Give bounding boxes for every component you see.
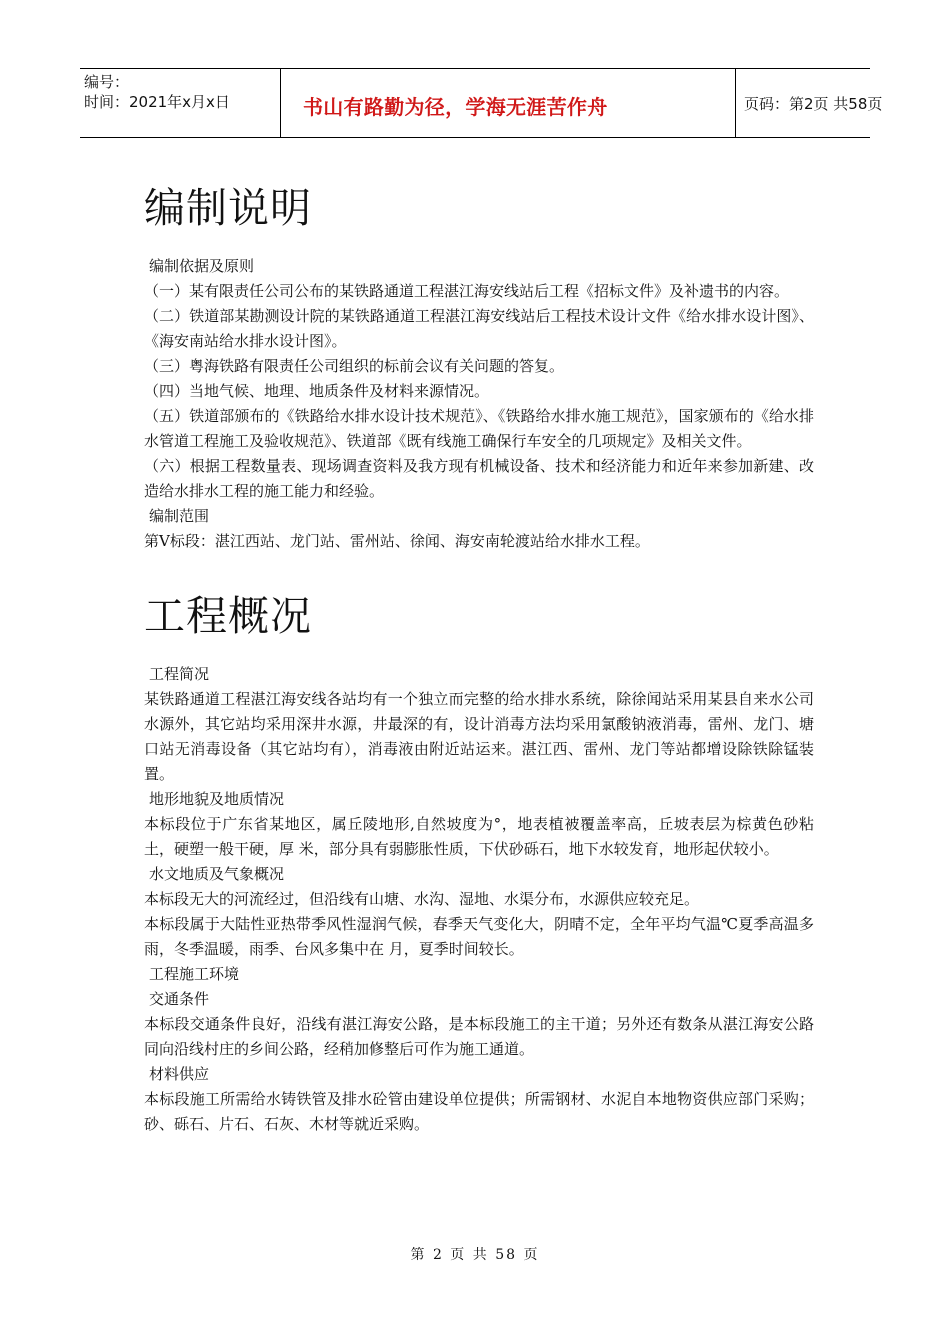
subheading-material: 材料供应 xyxy=(149,1065,210,1083)
subheading-hydro: 水文地质及气象概况 xyxy=(149,865,285,883)
basis-item-6: （六）根据工程数量表、现场调查资料及我方现有机械设备、技术和经济能力和近年来参加新建、改造给水排水工程的施工能力和经验。 xyxy=(144,457,814,500)
traffic-text: 本标段交通条件良好，沿线有湛江海安公路，是本标段施工的主干道；另外还有数条从湛江海安公路同向沿线村庄的乡间公路，经稍加修整后可作为施工通道。 xyxy=(144,1015,814,1058)
material-text: 本标段施工所需给水铸铁管及排水砼管由建设单位提供；所需钢材、水泥自本地物资供应部门采购；砂、砾石、片石、石灰、木材等就近采购。 xyxy=(144,1090,814,1133)
brief-text: 某铁路通道工程湛江海安线各站均有一个独立而完整的给水排水系统，除徐闻站采用某县自来水公司水源外，其它站均采用深井水源，井最深的有，设计消毒方法均采用氯酸钠液消毒，雷州、龙门、塘口站无消毒设备（其它站均有），消毒液由附近站运来。湛江西、雷州、龙门等站都增设除铁除锰装置。 xyxy=(144,690,814,783)
header-meta xyxy=(80,69,280,137)
hydro-text-1: 本标段无大的河流经过，但沿线有山塘、水沟、湿地、水渠分布，水源供应较充足。 xyxy=(144,890,700,908)
basis-item-3: （三）粤海铁路有限责任公司组织的标前会议有关问题的答复。 xyxy=(144,357,565,375)
basis-item-1: （一）某有限责任公司公布的某铁路通道工程湛江海安线站后工程《招标文件》及补遗书的内容。 xyxy=(144,282,790,300)
motto: 书山有路勤为径，学海无涯苦作舟 xyxy=(303,95,608,119)
page-header xyxy=(80,68,883,138)
subheading-brief: 工程简况 xyxy=(149,665,210,683)
subheading-environment: 工程施工环境 xyxy=(149,965,240,983)
document-body xyxy=(144,180,814,1137)
page-info: 页码：第2页 共58页 xyxy=(744,95,883,113)
terrain-text: 本标段位于广东省某地区，属丘陵地形,自然坡度为°，地表植被覆盖率高，丘坡表层为棕黄色砂粘土，硬塑一般干硬，厚 米，部分具有弱膨胀性质，下伏砂砾石，地下水较发育，地形起伏较小。 xyxy=(144,815,814,858)
subheading-scope: 编制范围 xyxy=(149,507,210,525)
subheading-traffic: 交通条件 xyxy=(149,990,210,1008)
subheading-basis: 编制依据及原则 xyxy=(149,257,255,275)
subheading-terrain: 地形地貌及地质情况 xyxy=(149,790,285,808)
header-motto-cell xyxy=(280,69,736,137)
basis-item-4: （四）当地气候、地理、地质条件及材料来源情况。 xyxy=(144,382,490,400)
hydro-text-2: 本标段属于大陆性亚热带季风性湿润气候，春季天气变化大，阴晴不定，全年平均气温℃夏季高温多雨，冬季温暖，雨季、台风多集中在 月，夏季时间较长。 xyxy=(144,915,814,958)
section-title-overview: 工程概况 xyxy=(144,592,312,640)
time-label: 时间：2021年x月x日 xyxy=(84,93,230,111)
basis-item-2: （二）铁道部某勘测设计院的某铁路通道工程湛江海安线站后工程技术设计文件《给水排水设计图》、《海安南站给水排水设计图》。 xyxy=(144,307,814,350)
number-label: 编号： xyxy=(84,73,130,91)
scope-text: 第Ⅴ标段：湛江西站、龙门站、雷州站、徐闻、海安南轮渡站给水排水工程。 xyxy=(144,532,650,550)
section-title-compile: 编制说明 xyxy=(144,184,312,232)
header-page-cell xyxy=(735,69,883,137)
page-footer: 第 2 页 共 58 页 xyxy=(410,1247,540,1263)
basis-item-5: （五）铁道部颁布的《铁路给水排水设计技术规范》、《铁路给水排水施工规范》，国家颁布的《给水排水管道工程施工及验收规范》、铁道部《既有线施工确保行车安全的几项规定》及相关文件。 xyxy=(144,407,814,450)
